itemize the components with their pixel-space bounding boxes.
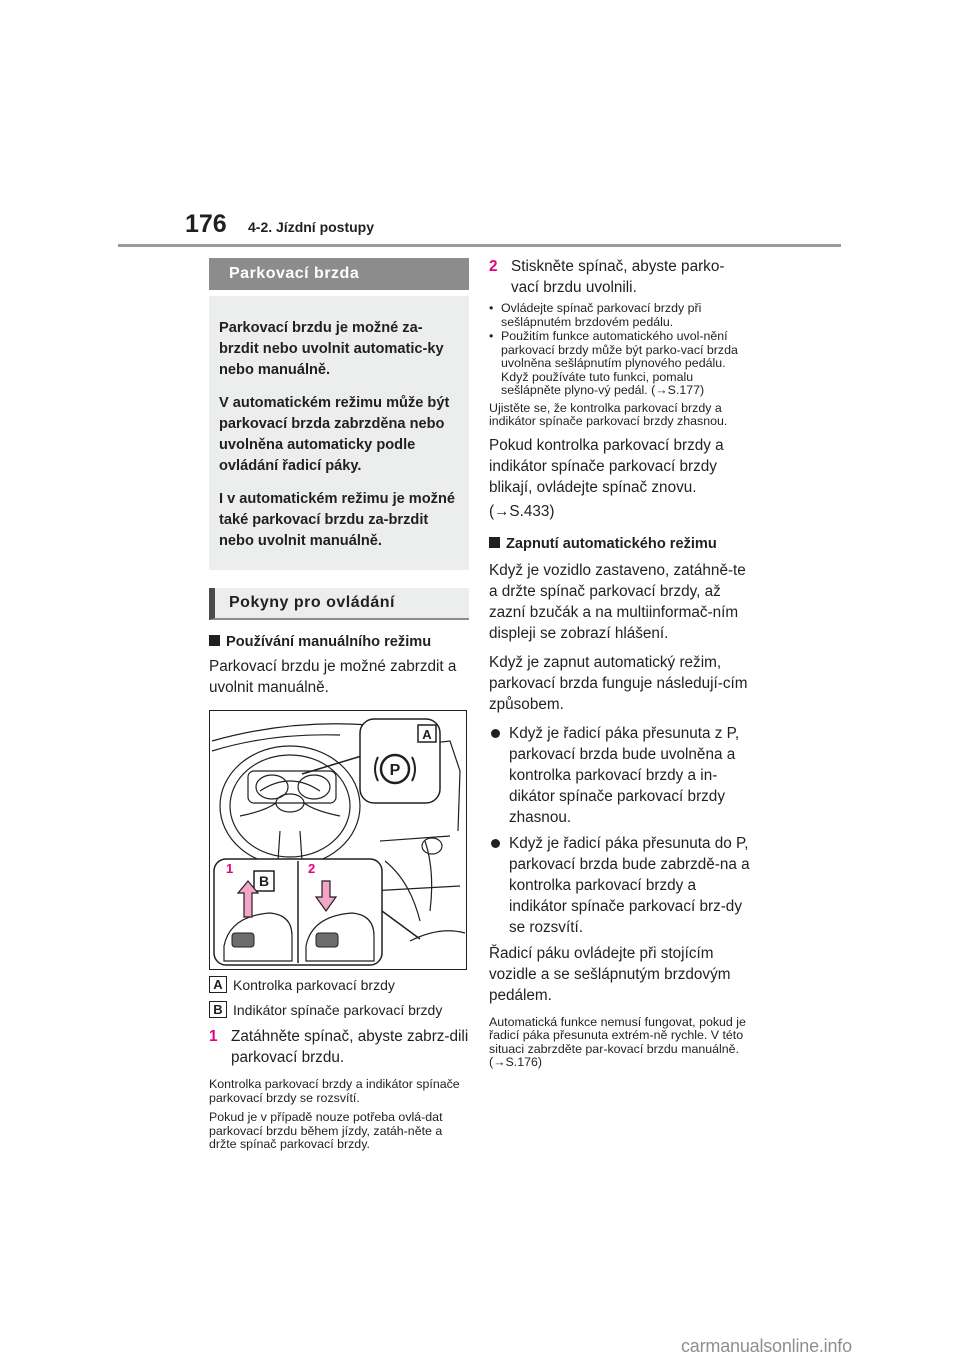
instrument-cluster: [248, 771, 336, 803]
step-1: [209, 1026, 469, 1068]
square-bullet-icon: [209, 635, 220, 646]
auto-mode-text-2: Když je zapnut automatický režim, parkovací brzda funguje následují-cím způsobem.: [489, 653, 748, 713]
intro-paragraph: V automatickém režimu může být parkovací brzda zabrzděna nebo uvolněna automaticky podle ovládání řadicí páky.: [219, 395, 450, 474]
legend-item-a: [209, 976, 469, 995]
intro-paragraph: Parkovací brzdu je možné za-brzdit nebo uvolnit automatic-ky nebo manuálně.: [219, 320, 444, 378]
dashboard-illustration: [209, 710, 467, 970]
auto-mode-title: [489, 534, 751, 554]
header-rule: [118, 244, 841, 247]
legend-key-b: B: [209, 1001, 227, 1018]
legend-text-b: Indikátor spínače parkovací brzdy: [233, 1002, 443, 1018]
dashboard-drawing: [210, 711, 467, 970]
blink-reference: (→S.433): [489, 502, 555, 520]
auto-mode-behaviors: [489, 723, 751, 938]
watermark: carmanualsonline.info: [681, 1336, 852, 1356]
callout-b-label: B: [258, 873, 270, 889]
figure-label-1: 1: [226, 861, 234, 876]
step-2-text: Stiskněte spínač, abyste parko-vací brzdu uvolnili.: [511, 258, 725, 296]
auto-mode-title-text: Zapnutí automatického režimu: [506, 535, 717, 552]
step-2-number: 2: [489, 258, 498, 275]
auto-mode-text-3: Řadicí páku ovládejte při stojícím vozidle a se sešlápnutým brzdovým pedálem.: [489, 944, 731, 1004]
section-title-parking-brake: Parkovací brzda: [209, 258, 469, 290]
list-item: Když je řadicí páka přesunuta do P, parkovací brzda bude zabrzdě-na a kontrolka parkovací brzdy a indikátor spínače parkovací brz-dy se rozsvítí.: [489, 833, 751, 938]
section-title-instructions: Pokyny pro ovládání: [209, 588, 469, 620]
steering-wheel: [220, 746, 360, 866]
legend-text-a: Kontrolka parkovací brzdy: [233, 977, 395, 993]
left-column: [209, 258, 469, 1152]
square-bullet-icon: [489, 537, 500, 548]
callout-a-label: A: [422, 727, 432, 742]
intro-paragraph: I v automatickém režimu je možné také parkovací brzdu za-brzdit nebo uvolnit manuálně.: [219, 491, 456, 549]
note-auto-limit: Automatická funkce nemusí fungovat, pokud je řadicí páka přesunuta extrém-ně rychle. V této situaci zabrzděte par-kovací brzdu manuálně. (→S.176): [489, 1014, 746, 1069]
step-1-number: 1: [209, 1028, 218, 1045]
note-indicators-off: Ujistěte se, že kontrolka parkovací brzdy a indikátor spínače parkovací brzdy zhasnou.: [489, 400, 728, 428]
manual-mode-title: [209, 632, 469, 652]
legend-key-a: A: [209, 976, 227, 993]
right-column: [489, 256, 751, 1070]
note-indicators-on: Kontrolka parkovací brzdy a indikátor spínače parkovací brzdy se rozsvítí.: [209, 1077, 460, 1105]
list-item: Když je řadicí páka přesunuta z P, parkovací brzda bude uvolněna a kontrolka parkovací brzdy a in-dikátor spínače parkovací brzdy zhasnou.: [489, 723, 751, 828]
parking-brake-switch-icon: [232, 933, 254, 947]
note-emergency: Pokud je v případě nouze potřeba ovlá-dat parkovací brzdu během jízdy, zatáh-něte a držte spínač parkovací brzdy.: [209, 1110, 443, 1151]
list-item: • Ovládejte spínač parkovací brzdy při sešlápnutém brzdovém pedálu.: [489, 302, 751, 329]
figure-label-2: 2: [308, 861, 316, 876]
running-head: 4-2. Jízdní postupy: [248, 219, 375, 235]
p-symbol: P: [389, 762, 401, 779]
step-2: [489, 256, 751, 298]
page-number: 176: [185, 210, 227, 238]
legend-item-b: [209, 1001, 469, 1020]
step-2-notes: [489, 302, 751, 398]
manual-mode-text: Parkovací brzdu je možné zabrzdit a uvolnit manuálně.: [209, 658, 457, 696]
manual-mode-title-text: Používání manuálního režimu: [226, 634, 432, 650]
list-item: • Použitím funkce automatického uvol-nění parkovací brzdy může být parko-vací brzda uvolněna sešlápnutím plynového pedálu. Když používáte tuto funkci, pomalu sešlápněte plyno-vý pedál. (→S.177): [489, 330, 751, 398]
auto-mode-text-1: Když je vozidlo zastaveno, zatáhně-te a držte spínač parkovací brzdy, až zazní bzučák a na multiinformač-ním displeji se zobrazí hlášení.: [489, 561, 746, 642]
parking-brake-switch-icon: [316, 933, 338, 947]
step-1-text: Zatáhněte spínač, abyste zabrz-dili parkovací brzdu.: [231, 1028, 469, 1066]
intro-box: [209, 296, 469, 570]
blink-text: Pokud kontrolka parkovací brzdy a indikátor spínače parkovací brzdy blikají, ovládejte spínač znovu.: [489, 436, 724, 496]
